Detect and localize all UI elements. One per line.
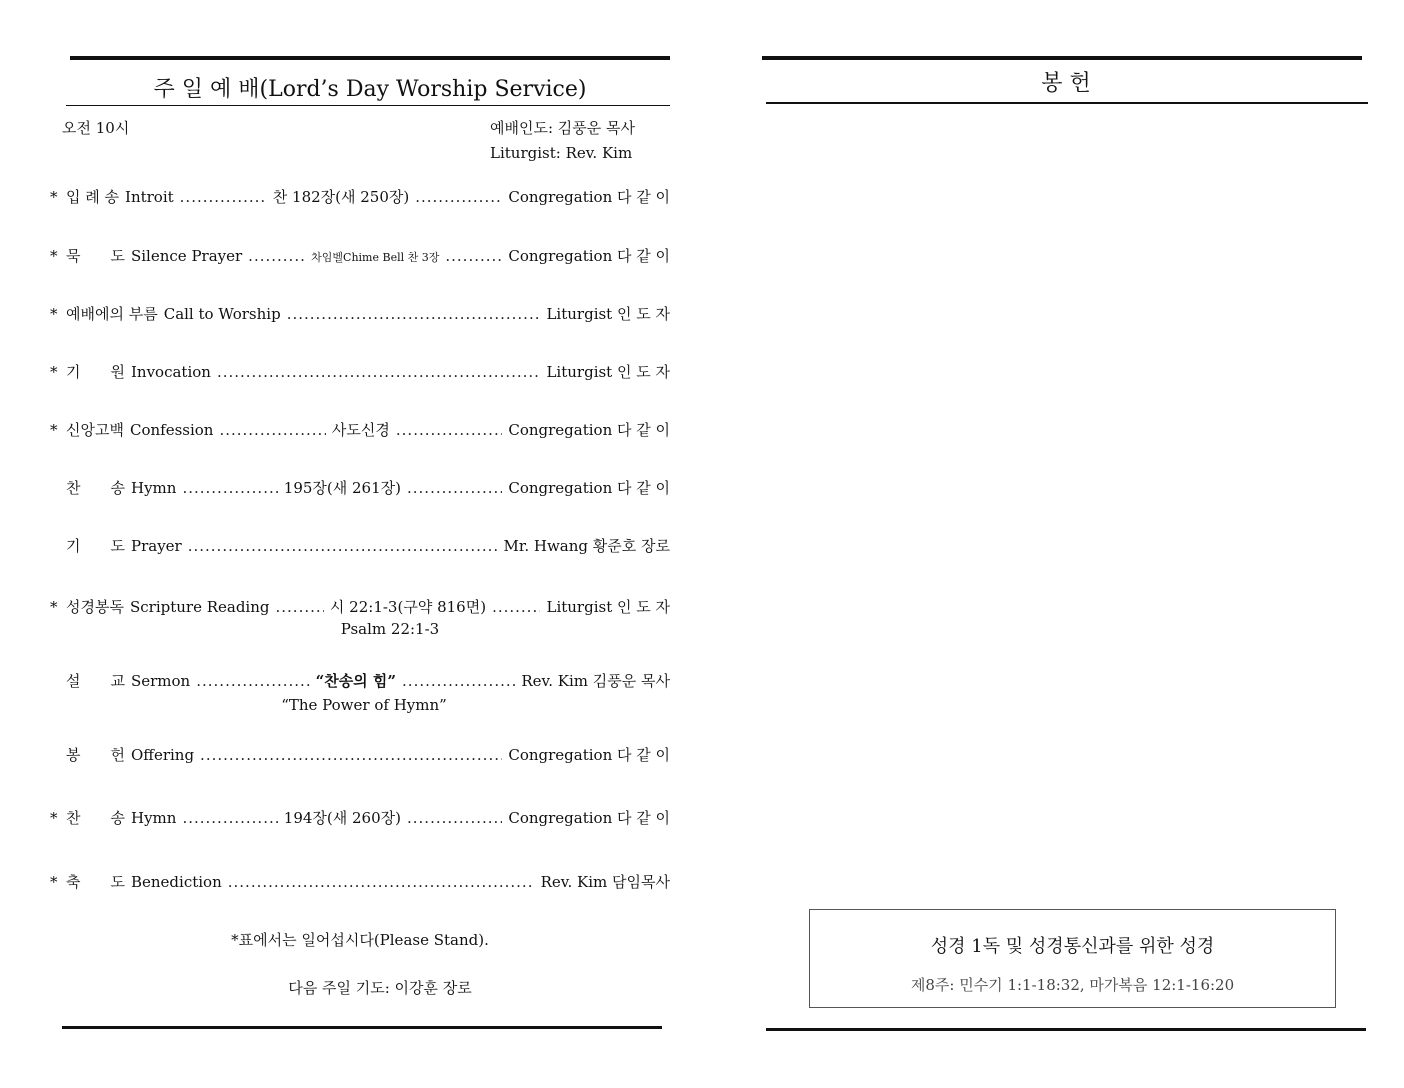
item-english-name: Sermon: [130, 672, 191, 690]
item-detail: 차임벨Chime Bell 찬 3장: [311, 251, 440, 264]
item-english-name: Invocation: [130, 363, 211, 381]
leader-dots: [407, 809, 502, 827]
service-time: 오전 10시: [62, 119, 130, 137]
stand-marker: *: [50, 809, 58, 827]
item-responsible: Congregation 다 같 이: [508, 421, 671, 439]
item-english-name: Silence Prayer: [130, 247, 243, 265]
item-korean-name: 찬 송: [66, 479, 125, 497]
service-item: [50, 303, 670, 327]
item-korean-name: 찬 송: [66, 809, 125, 827]
item-english-name: Confession: [129, 421, 214, 439]
item-responsible: Liturgist 인 도 자: [546, 598, 671, 616]
stand-marker: *: [50, 363, 58, 381]
right-top-rule: [762, 56, 1362, 60]
item-responsible: Liturgist 인 도 자: [546, 363, 670, 381]
leader-dots: [217, 363, 541, 381]
item-english-name: Call to Worship: [163, 305, 281, 323]
leader-dots: [287, 305, 541, 323]
leader-dots: [407, 479, 502, 497]
leader-dots: [396, 421, 502, 439]
item-responsible: Rev. Kim 김풍운 목사: [521, 672, 670, 690]
item-korean-name: 성경봉독: [66, 598, 124, 616]
stand-note: *표에서는 일어섭시다(Please Stand).: [231, 931, 489, 949]
left-top-rule: [70, 56, 670, 60]
bible-reading-box: [809, 909, 1336, 1008]
item-responsible: Congregation 다 같 이: [508, 746, 670, 764]
item-detail: 194장(새 260장): [283, 809, 401, 827]
item-responsible: Congregation 다 같 이: [508, 809, 670, 827]
item-subtitle: Psalm 22:1-3: [340, 620, 440, 638]
item-korean-name: 기 원: [66, 363, 125, 381]
right-bottom-rule: [766, 1028, 1366, 1031]
leader-dots: [196, 672, 309, 690]
leader-dots: [445, 247, 502, 265]
service-item: [50, 807, 670, 831]
item-english-name: Introit: [125, 188, 174, 206]
service-item: [50, 245, 670, 269]
item-english-name: Benediction: [130, 873, 222, 891]
stand-marker: *: [50, 188, 58, 206]
item-english-name: Scripture Reading: [129, 598, 270, 616]
service-item: [50, 419, 670, 443]
item-responsible: Congregation 다 같 이: [508, 479, 670, 497]
item-detail: 시 22:1-3(구약 816면): [329, 598, 487, 616]
leader-dots: [228, 873, 535, 891]
bible-reading-title: 성경 1독 및 성경통신과를 위한 성경: [930, 936, 1215, 957]
leader-dots: [188, 537, 498, 555]
stand-marker: *: [50, 421, 58, 439]
stand-marker: *: [50, 305, 58, 323]
liturgist-label: Liturgist: Rev. Kim: [490, 144, 633, 162]
item-responsible: Mr. Hwang 황준호 장로: [503, 537, 670, 555]
service-item: [50, 477, 670, 501]
leader-dots: [200, 746, 502, 764]
service-item: [50, 744, 670, 768]
leader-dots: [402, 672, 515, 690]
service-item: [50, 670, 670, 694]
item-english-name: Hymn: [130, 809, 177, 827]
leader-dots: [180, 188, 267, 206]
bible-reading-schedule: 제8주: 민수기 1:1-18:32, 마가복음 12:1-16:20: [910, 976, 1235, 994]
item-korean-name: 신앙고백: [66, 421, 124, 439]
item-responsible: Liturgist 인 도 자: [546, 305, 670, 323]
next-week-prayer: 다음 주일 기도: 이강훈 장로: [288, 979, 472, 997]
service-item: [50, 871, 670, 895]
left-bottom-rule: [62, 1026, 662, 1029]
item-responsible: Rev. Kim 담임목사: [540, 873, 670, 891]
stand-marker: *: [50, 873, 58, 891]
item-detail: “찬송의 힘”: [315, 672, 397, 690]
item-english-name: Hymn: [130, 479, 177, 497]
leader-dots: [415, 188, 502, 206]
right-title-rule: [766, 102, 1368, 104]
leader-dots: [248, 247, 305, 265]
item-detail: 사도신경: [331, 421, 390, 439]
offering-title: 봉 헌: [1041, 71, 1091, 96]
item-detail: 195장(새 261장): [283, 479, 401, 497]
stand-marker: *: [50, 598, 58, 616]
worship-leader: 예배인도: 김풍운 목사: [490, 119, 636, 137]
page-title: 주 일 예 배(Lord’s Day Worship Service): [153, 77, 587, 102]
leader-dots: [492, 598, 540, 616]
service-item: [50, 535, 670, 559]
item-korean-name: 설 교: [66, 672, 125, 690]
left-title-rule: [66, 105, 670, 106]
service-item: [50, 186, 670, 210]
leader-dots: [219, 421, 325, 439]
item-korean-name: 예배에의 부름: [66, 305, 158, 323]
item-english-name: Offering: [130, 746, 195, 764]
item-korean-name: 축 도: [66, 873, 125, 891]
item-korean-name: 묵 도: [66, 247, 125, 265]
service-item: [50, 361, 670, 385]
item-korean-name: 기 도: [66, 537, 125, 555]
item-korean-name: 입 례 송: [66, 188, 120, 206]
item-detail: 찬 182장(새 250장): [272, 188, 410, 206]
item-english-name: Prayer: [130, 537, 182, 555]
leader-dots: [182, 479, 277, 497]
service-item: [50, 596, 670, 620]
item-responsible: Congregation 다 같 이: [508, 247, 671, 265]
stand-marker: *: [50, 247, 58, 265]
item-subtitle: “The Power of Hymn”: [281, 696, 447, 714]
item-korean-name: 봉 헌: [66, 746, 125, 764]
item-responsible: Congregation 다 같 이: [508, 188, 670, 206]
leader-dots: [276, 598, 324, 616]
leader-dots: [182, 809, 277, 827]
